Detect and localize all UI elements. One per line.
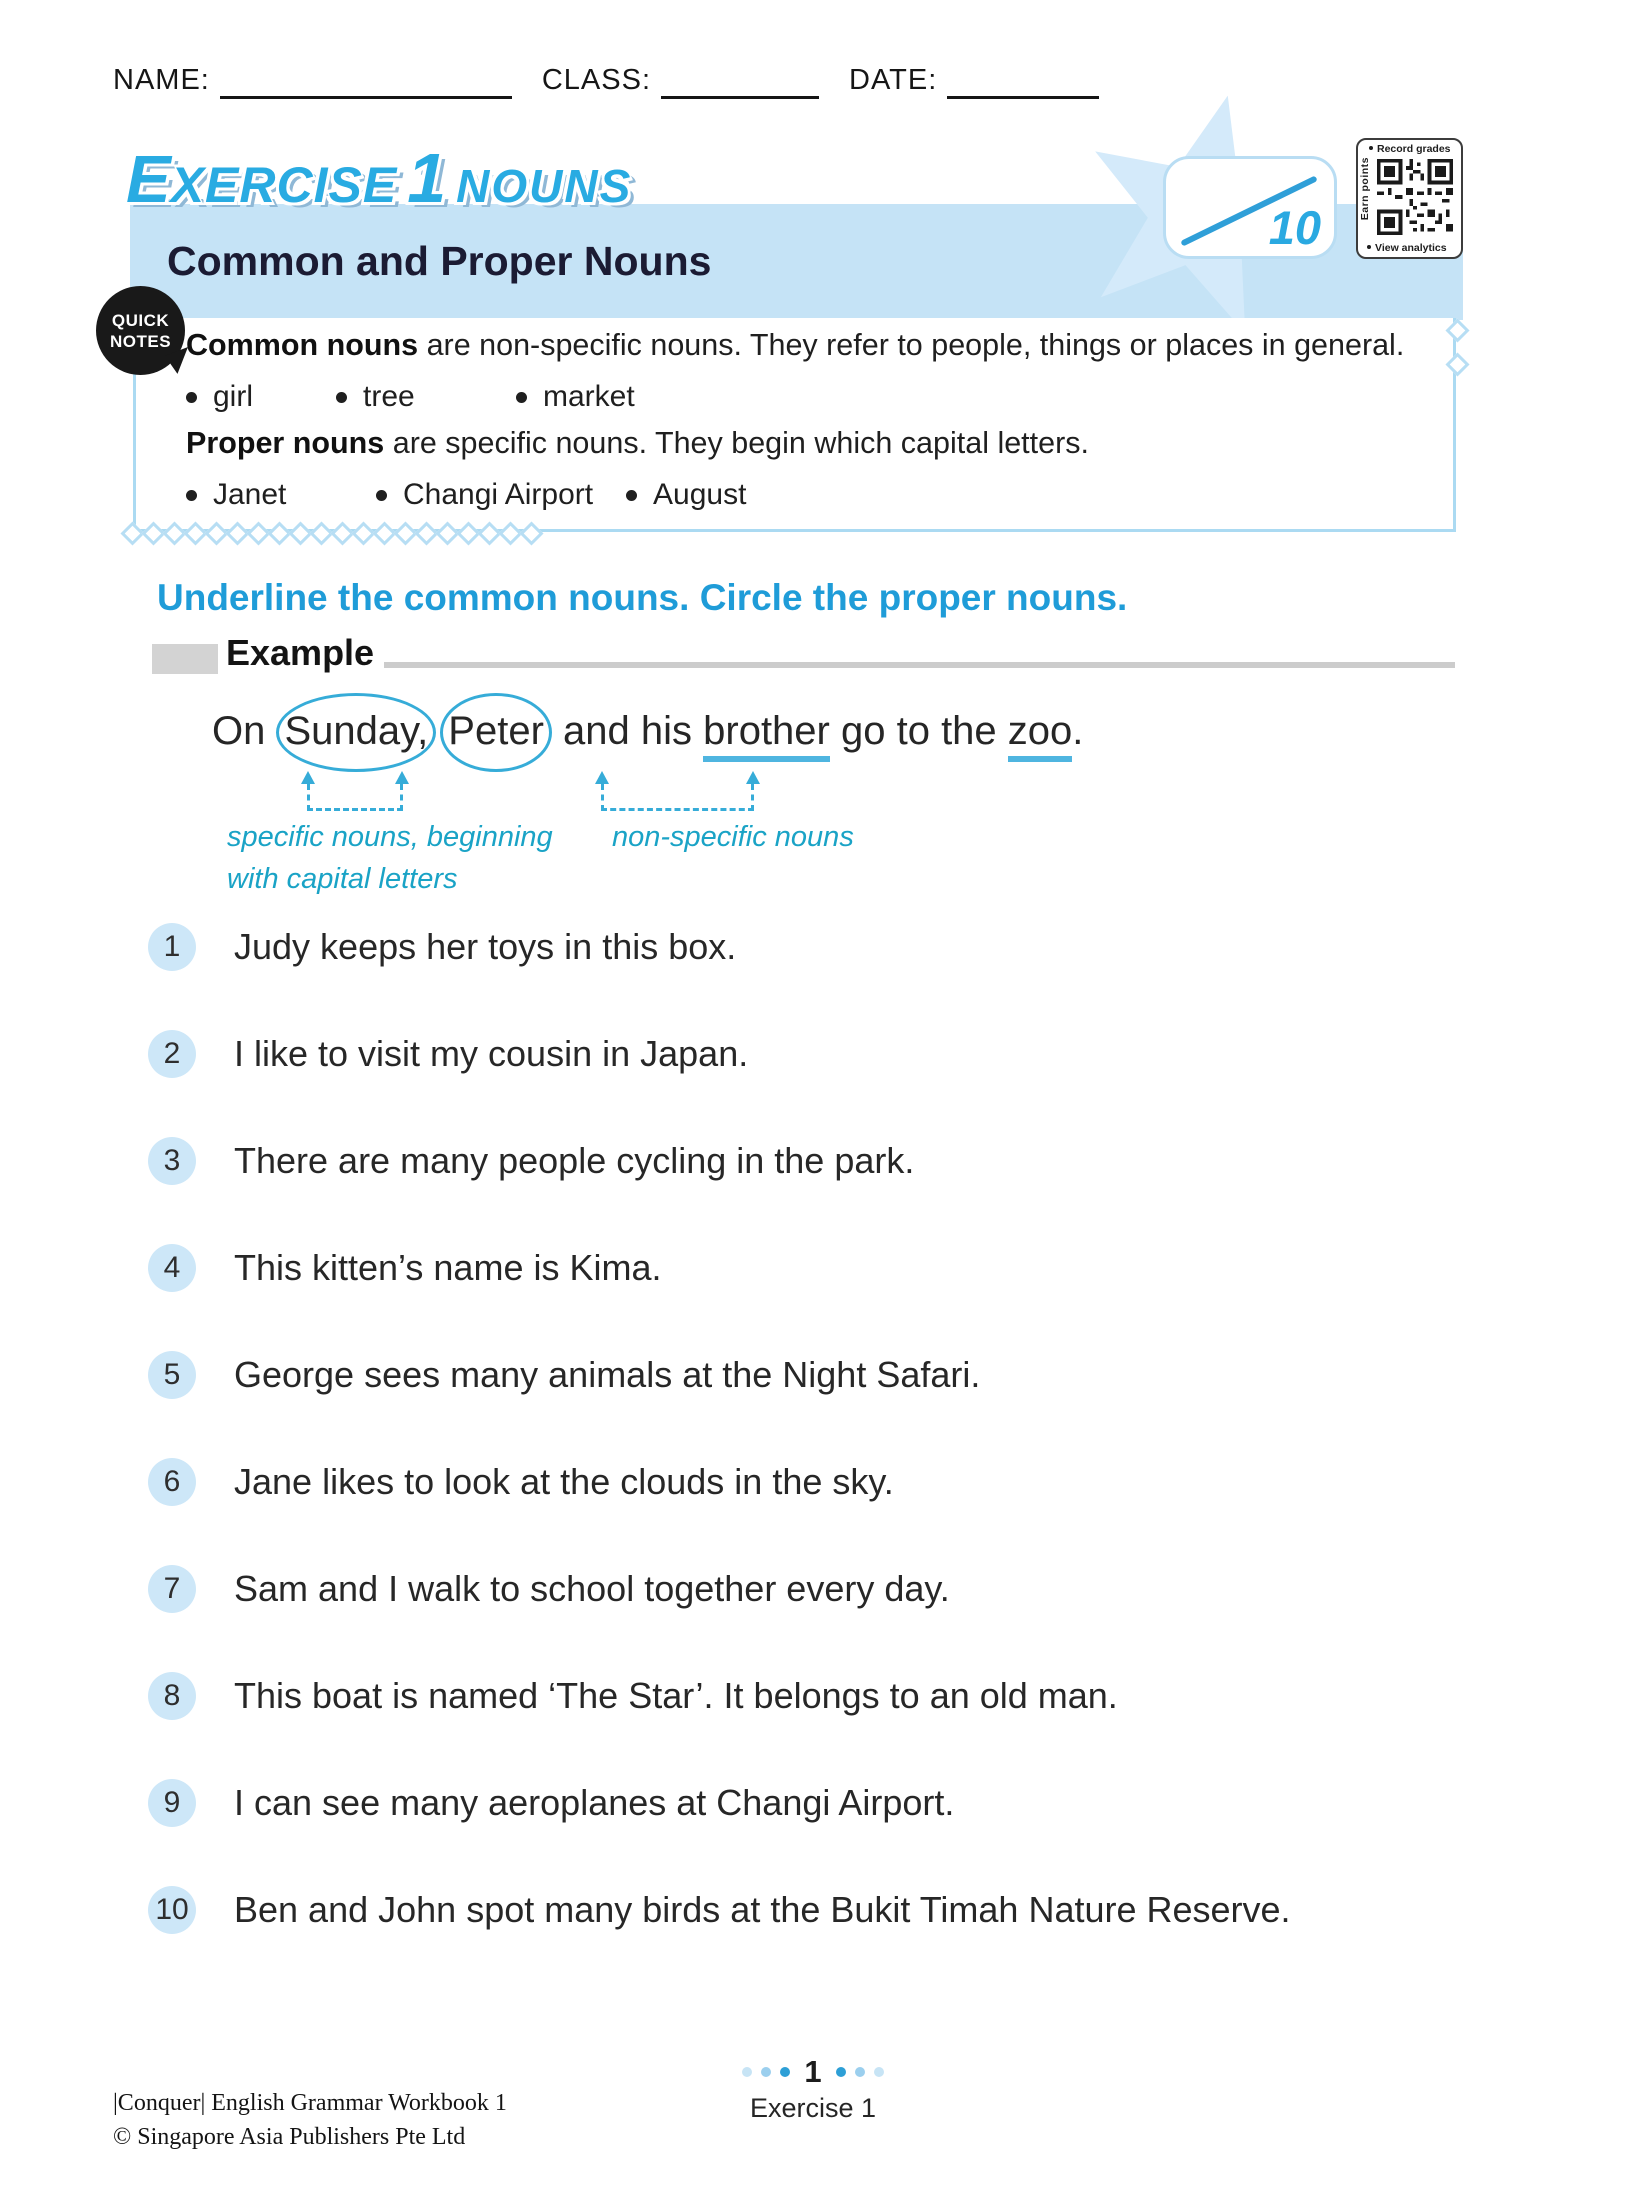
question-number: 4 xyxy=(148,1244,196,1292)
common-nouns-term: Common nouns xyxy=(186,328,419,362)
bullet-icon xyxy=(336,392,347,403)
exercise-title xyxy=(126,138,632,218)
exercise-topic: NOUNS xyxy=(456,160,633,212)
score-box xyxy=(1163,156,1337,259)
quick-notes-badge xyxy=(96,286,185,375)
list-item: tree xyxy=(336,380,415,414)
example-chip xyxy=(152,644,218,674)
dot-icon xyxy=(836,2067,846,2077)
question-row xyxy=(148,1564,1291,1614)
diamond-border-decoration xyxy=(124,525,540,542)
page-title: Common and Proper Nouns xyxy=(167,238,712,284)
question-row xyxy=(148,1885,1291,1935)
question-row xyxy=(148,1457,1291,1507)
list-item: Changi Airport xyxy=(376,478,593,512)
common-nouns-definition: Common nouns are non-specific nouns. They refer to people, things or places in general. xyxy=(186,328,1405,362)
question-number: 6 xyxy=(148,1458,196,1506)
exercise-title-initial: E xyxy=(126,142,171,217)
underlined-common-noun: zoo xyxy=(1008,709,1073,762)
question-text: Ben and John spot many birds at the Bukit Timah Nature Reserve. xyxy=(234,1889,1291,1930)
question-number: 5 xyxy=(148,1351,196,1399)
common-nouns-examples xyxy=(186,380,1433,420)
question-list xyxy=(148,922,1291,1992)
quick-notes-line2: NOTES xyxy=(109,331,172,351)
question-row xyxy=(148,1778,1291,1828)
circled-proper-noun: Sunday, xyxy=(276,693,436,772)
bullet-icon xyxy=(626,490,637,501)
question-text: Sam and I walk to school together every day. xyxy=(234,1568,950,1609)
list-item: girl xyxy=(186,380,253,414)
name-label: NAME: xyxy=(113,64,210,96)
question-text: This kitten’s name is Kima. xyxy=(234,1247,662,1288)
question-text: George sees many animals at the Night Safari. xyxy=(234,1354,981,1395)
question-row xyxy=(148,922,1291,972)
question-text: I can see many aeroplanes at Changi Airport. xyxy=(234,1782,955,1823)
proper-nouns-examples xyxy=(186,478,1433,518)
bullet-icon xyxy=(516,392,527,403)
qr-earn-points-label: Earn points xyxy=(1359,157,1371,221)
qr-record-grades-label: Record grades xyxy=(1369,143,1451,155)
question-number: 8 xyxy=(148,1672,196,1720)
dot-icon xyxy=(855,2067,865,2077)
proper-nouns-definition: Proper nouns are specific nouns. They begin which capital letters. xyxy=(186,426,1089,460)
bullet-icon xyxy=(376,490,387,501)
question-text: I like to visit my cousin in Japan. xyxy=(234,1033,749,1074)
question-text: There are many people cycling in the park. xyxy=(234,1140,915,1181)
bullet-icon xyxy=(186,392,197,403)
footer-exercise-label: Exercise 1 xyxy=(749,2093,877,2123)
common-nouns-annotation: non-specific nouns xyxy=(612,821,854,853)
question-row xyxy=(148,1029,1291,1079)
list-item: Janet xyxy=(186,478,286,512)
exercise-title-rest: XERCISE xyxy=(170,157,398,213)
underlined-common-noun: brother xyxy=(703,709,830,762)
proper-nouns-annotation: specific nouns, beginning with capital letters xyxy=(227,821,553,895)
question-number: 1 xyxy=(148,923,196,971)
question-row xyxy=(148,1243,1291,1293)
footer-book-title: |Conquer| English Grammar Workbook 1 xyxy=(113,2090,507,2116)
notes-box xyxy=(133,318,1456,532)
qr-code-icon xyxy=(1377,157,1453,237)
diamond-decoration xyxy=(1445,318,1469,342)
exercise-number: 1 xyxy=(407,139,447,217)
question-text: Jane likes to look at the clouds in the sky. xyxy=(234,1461,894,1502)
dot-icon xyxy=(874,2067,884,2077)
page-number-row xyxy=(742,2054,883,2090)
bullet-icon xyxy=(186,490,197,501)
task-instruction: Underline the common nouns. Circle the proper nouns. xyxy=(157,577,1128,618)
question-number: 3 xyxy=(148,1137,196,1185)
circled-proper-noun: Peter xyxy=(440,693,552,772)
date-field[interactable] xyxy=(947,65,1099,99)
question-number: 7 xyxy=(148,1565,196,1613)
qr-panel xyxy=(1356,138,1463,259)
dot-icon xyxy=(780,2067,790,2077)
page-number: 1 xyxy=(804,2054,822,2089)
example-label: Example xyxy=(226,632,375,673)
class-field[interactable] xyxy=(661,65,819,99)
footer-publisher: © Singapore Asia Publishers Pte Ltd xyxy=(113,2124,466,2150)
list-item: market xyxy=(516,380,635,414)
question-number: 2 xyxy=(148,1030,196,1078)
dot-icon xyxy=(761,2067,771,2077)
question-text: This boat is named ‘The Star’. It belongs to an old man. xyxy=(234,1675,1118,1716)
example-rule-line xyxy=(384,662,1455,668)
score-total: 10 xyxy=(1268,201,1321,254)
list-item: August xyxy=(626,478,746,512)
question-number: 10 xyxy=(148,1886,196,1934)
footer-page-block xyxy=(0,2054,1626,2124)
question-number: 9 xyxy=(148,1779,196,1827)
date-label: DATE: xyxy=(849,64,938,96)
dot-icon xyxy=(742,2067,752,2077)
question-text: Judy keeps her toys in this box. xyxy=(234,926,737,967)
qr-view-analytics-label: View analytics xyxy=(1367,242,1447,254)
example-sentence: On Sunday, Peter and his brother go to the zoo. xyxy=(212,706,1083,807)
question-row xyxy=(148,1671,1291,1721)
header-writein-row xyxy=(113,64,1099,99)
question-row xyxy=(148,1350,1291,1400)
class-label: CLASS: xyxy=(541,64,652,96)
proper-nouns-term: Proper nouns xyxy=(186,426,385,460)
question-row xyxy=(148,1136,1291,1186)
name-field[interactable] xyxy=(220,65,512,99)
diamond-decoration xyxy=(1445,352,1469,376)
quick-notes-line1: QUICK xyxy=(111,310,170,330)
